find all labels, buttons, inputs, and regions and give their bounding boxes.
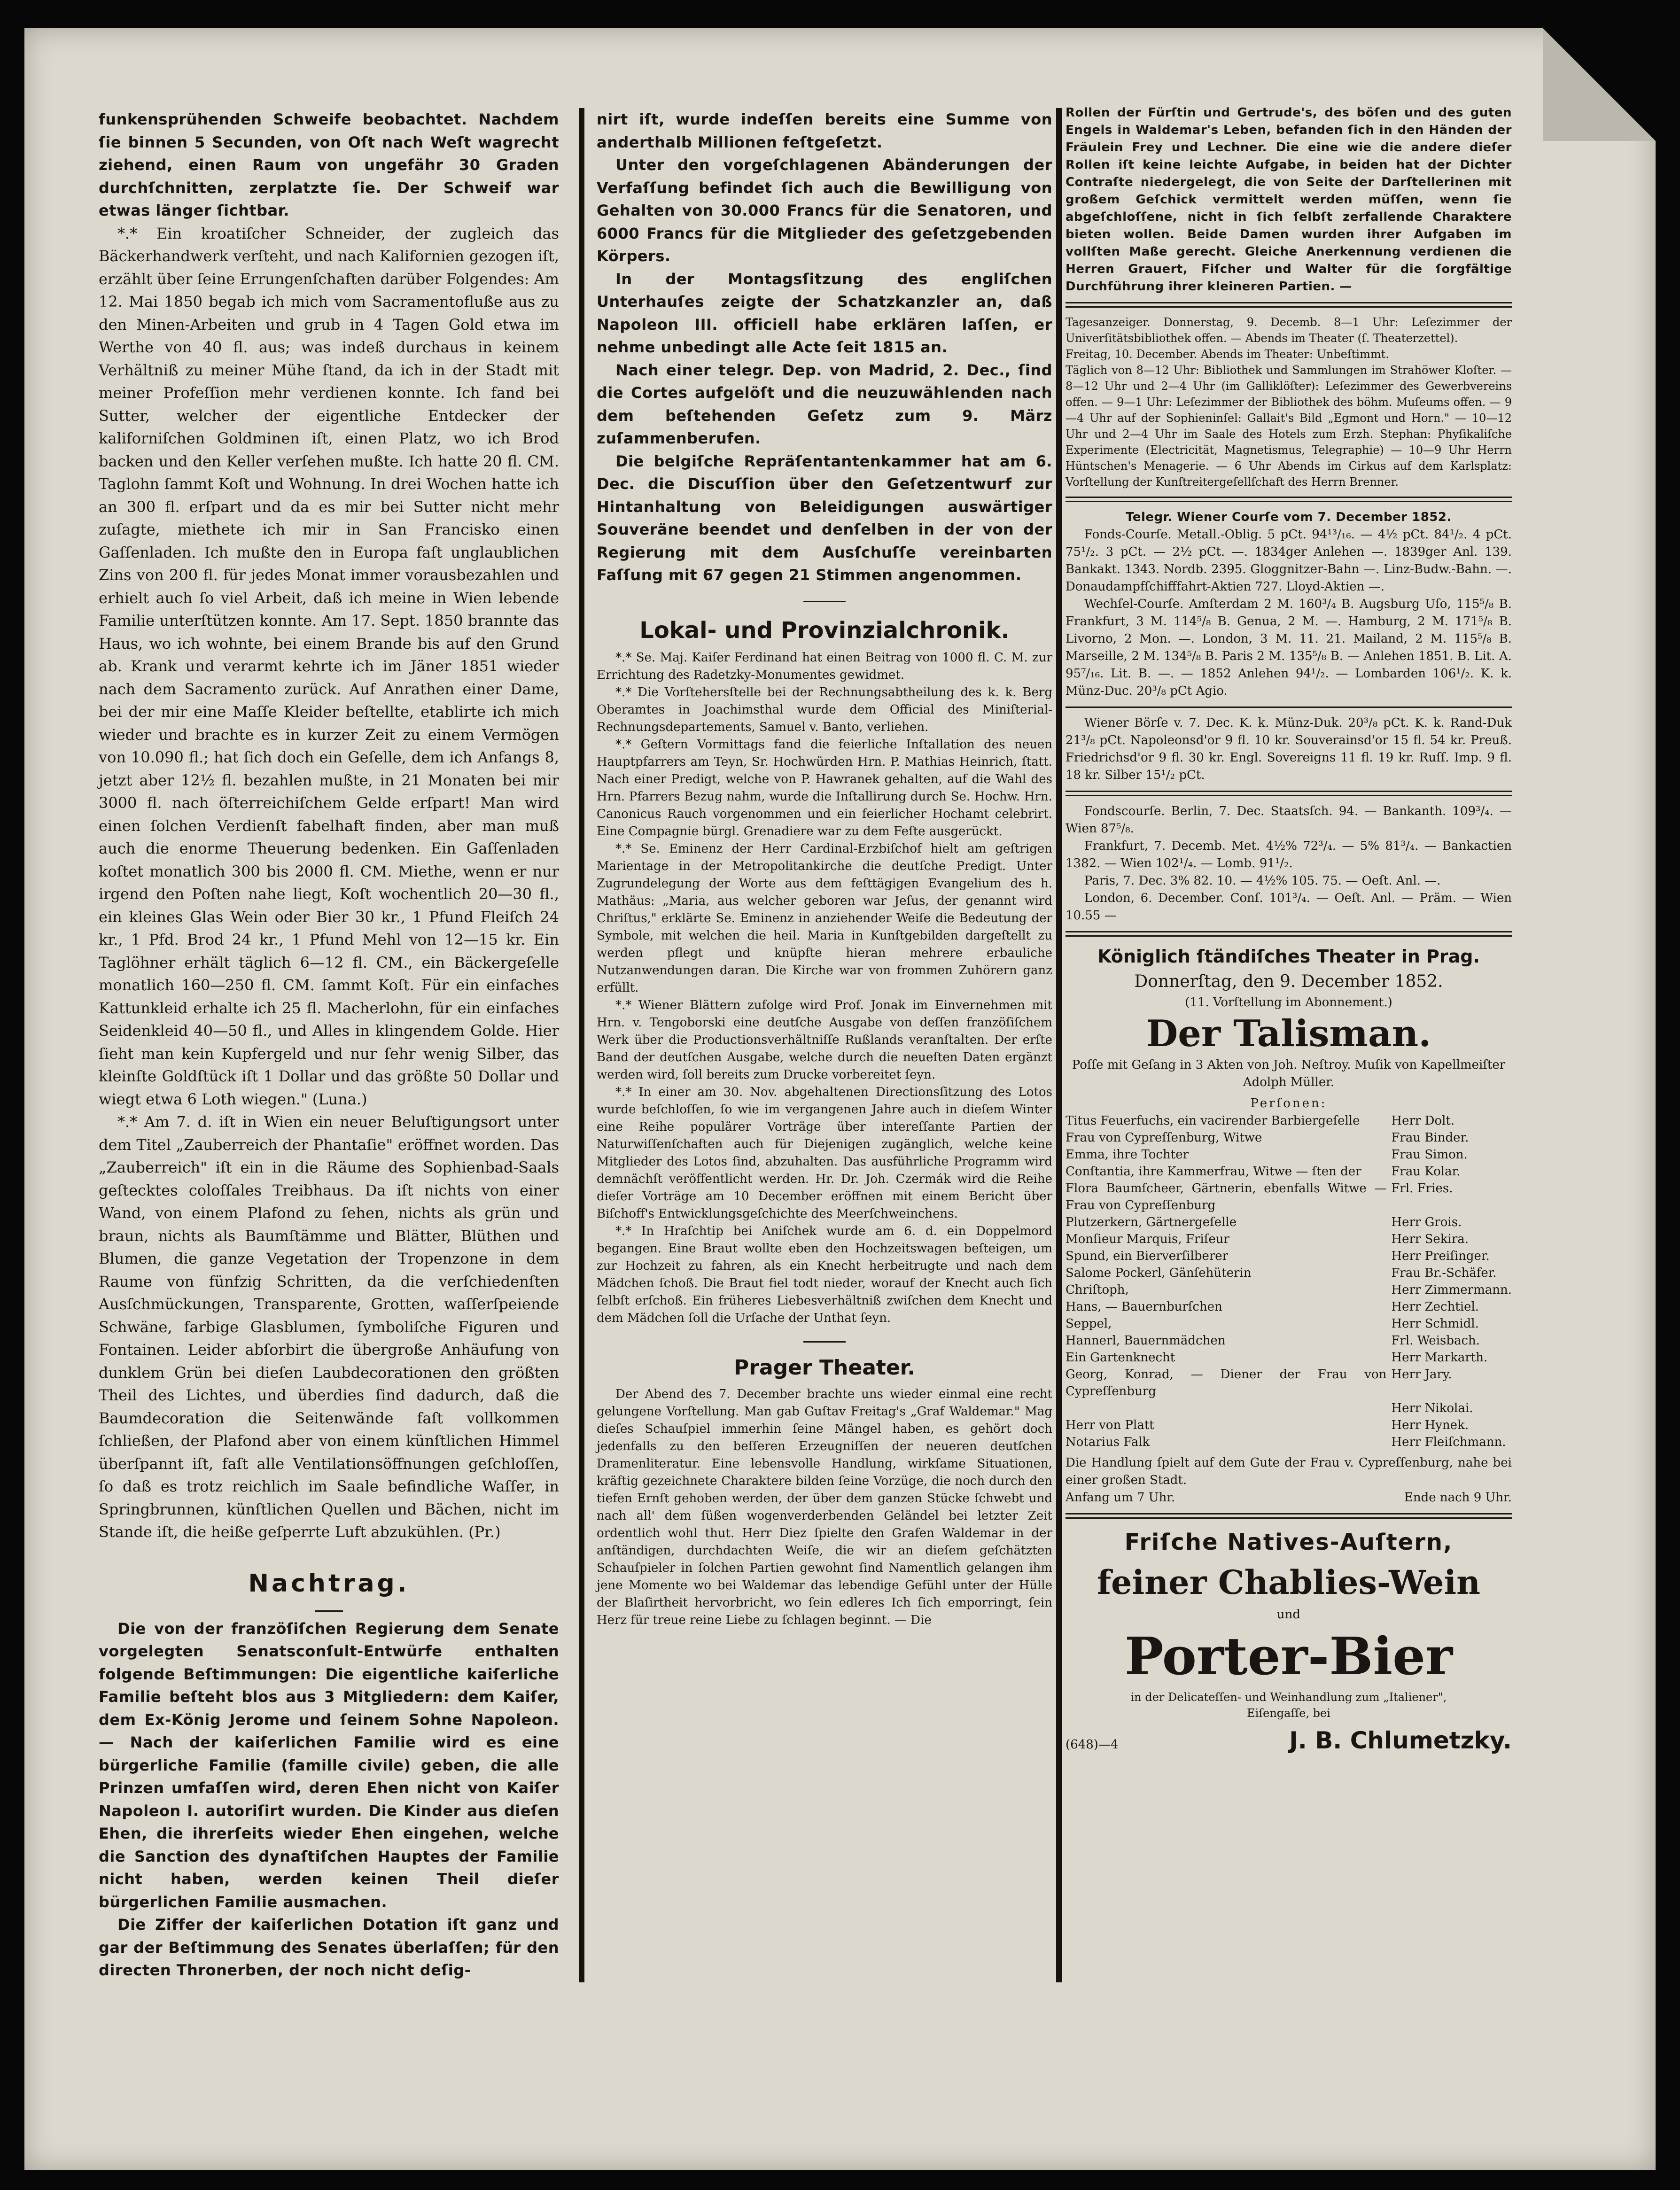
cast-row xyxy=(1066,1112,1512,1129)
rule xyxy=(1066,707,1512,708)
cast-actor: Frau Binder. xyxy=(1391,1131,1469,1145)
play-subtitle: Poſſe mit Geſang in 3 Akten von Joh. Neſtroy. Muſik von Kapellmeiſter Adolph Müller. xyxy=(1072,1058,1506,1089)
paragraph: *.* Ein kroatiſcher Schneider, der zugleich das Bäckerhandwerk verſteht, und nach Kalifornien gezogen iſt, erzählt über ſeine Errungenſchaften darüber Folgendes: Am 12. Mai 1850 begab ich mich vom Sacramentofluße aus zu den Minen-Arbeiten und grub in 4 Tagen Gold etwa im Werthe von 40 fl. aus; was indeß durchaus in keinem Verhältniß zu meiner Mühe ſtand, da ich in der Stadt mit meiner Profeſſion mehr verdienen konnte. Ich fand bei Sutter, welcher der eigentliche Entdecker der kaliforniſchen Goldminen iſt, einen Platz, wo ich Brod backen und den Keller verſehen mußte. Ich hatte 20 fl. CM. Taglohn ſammt Koſt und Wohnung. In drei Wochen hatte ich an 300 fl. erſpart und da es mir bei Sutter nicht mehr zuſagte, miethete ich mir in San Francisko einen Gaſſenladen. Ich mußte den in Europa faſt unglaublichen Zins von 200 fl. für jedes Monat immer vorausbezahlen und erhielt auch ſo viel Arbeit, daß ich meine in Wien lebende Familie unterſtützen konnte. Am 17. Sept. 1850 brannte das Haus, wo ich wohnte, bei einem Brande bis auf den Grund ab. Krank und verarmt kehrte ich im Jäner 1851 wieder nach dem Sacramento zurück. Auf Anrathen einer Dame, bei der mir eine Maſſe Kleider beſtellte, etablirte ich mich wieder und brachte es in kurzer Zeit zu einem Vermögen von 10.090 fl.; hat ſich doch ein Geſelle, dem ich Anfangs 8, jetzt aber 12½ fl. bezahlen mußte, in 21 Monaten bei mir 3000 fl. nach öſterreichiſchem Gelde erſpart! Man wird einen ſolchen Verdienſt fabelhaft finden, aber man muß auch die enorme Theuerung bedenken. Ein Gaſſenladen koſtet monatlich 300 bis 2000 fl. CM. Miethe, wenn er nur irgend den Poſten nahe liegt, Koſt wochentlich 20—30 fl., ein kleines Glas Wein oder Bier 30 kr., 1 Pfund Fleiſch 24 kr., 1 Pfd. Brod 24 kr., 1 Pfund Mehl von 12—15 kr. Ein Taglöhner erhält täglich 6—12 fl. CM., ein Bäckergeſelle monatlich 160—250 fl. CM. ſammt Koſt. Für ein einfaches Kattunkleid erhalte ich 25 fl. Macherlohn, für ein einfaches Seidenkleid 40—50 fl., und Alles in klingendem Golde. Hier ſieht man kein Kupfergeld und nur ſehr wenig Silber, das kleinſte Goldſtück iſt 1 Dollar und das größte 50 Dollar und wiegt etwa 6 Loth wiegen." (Luna.) xyxy=(99,224,559,1108)
exchange-rates: Frankfurt, 7. Decemb. Met. 4½% 72³/₄. — 5% 81³/₄. — Bankactien 1382. — Wien 102¹/₄. — Lomb. 91¹/₂. xyxy=(1066,839,1512,870)
play-title: Der Talisman. xyxy=(1146,1012,1431,1055)
column-middle xyxy=(597,108,1052,1629)
cast-row xyxy=(1066,1163,1512,1180)
paragraph: nirt iſt, wurde indeſſen bereits eine Summe von anderthalb Millionen feſtgeſetzt. xyxy=(597,110,1052,151)
cast-heading: Perſonen: xyxy=(1250,1096,1327,1111)
cast-actor: Frl. Fries. xyxy=(1391,1181,1453,1196)
cast-role: Ein Gartenknecht xyxy=(1066,1351,1175,1365)
theater-performance: (11. Vorſtellung im Abonnement.) xyxy=(1185,995,1392,1010)
column-left xyxy=(99,108,559,1982)
cast-row xyxy=(1066,1366,1512,1400)
cast-actor: Herr Schmidl. xyxy=(1391,1317,1479,1331)
cast-role: Seppel, xyxy=(1066,1317,1112,1331)
cast-actor: Herr Dolt. xyxy=(1391,1114,1455,1128)
news-item: *.* Se. Maj. Kaiſer Ferdinand hat einen Beitrag von 1000 fl. C. M. zur Errichtung des Radetzky-Monumentes gewidmet. xyxy=(597,650,1052,682)
paragraph: Die Ziffer der kaiſerlichen Dotation iſt ganz und gar der Beſtimmung des Senates überlaſſen; für den directen Thronerben, der noch nicht deſig- xyxy=(99,1916,559,1979)
divider xyxy=(803,601,846,602)
ad-line: Eiſengaſſe, bei xyxy=(1247,1707,1330,1720)
paragraph: In der Montagsſitzung des engliſchen Unterhauſes zeigte der Schatzkanzler an, daß Napoleon III. officiell habe erklären laſſen, er nehme unbedingt alle Acte ſeit 1815 an. xyxy=(597,270,1052,356)
news-item: *.* In Hraſchtip bei Aniſchek wurde am 6. d. ein Doppelmord begangen. Eine Braut wollte eben den Hochzeitswagen beſteigen, um zur Hochzeit zu fahren, als ein Knecht herbeitrugte und nach dem Mädchen ſchoß. Die Braut fiel todt nieder, worauf der Knecht auch ſich ſelbſt erſchoß. Ein früheres Liebesverhältniß zwiſchen dem Knecht und dem Mädchen ſoll die Urſache der Unthat ſeyn. xyxy=(597,1224,1052,1325)
daily-notice: Tagesanzeiger. Donnerstag, 9. Decemb. 8—1 Uhr: Leſezimmer der Univerſitätsbibliothek offen. — Abends im Theater (ſ. Theaterzettel). xyxy=(1066,316,1512,345)
cast-row xyxy=(1066,1248,1512,1265)
cast-role: Titus Feuerfuchs, ein vacirender Barbiergeſelle xyxy=(1066,1114,1360,1128)
ad-line: Porter-Bier xyxy=(1124,1626,1453,1686)
cast-actor: Frau Br.-Schäfer. xyxy=(1391,1266,1497,1280)
news-item: *.* Se. Eminenz der Herr Cardinal-Erzbiſchof hielt am geſtrigen Marientage in der Metropolitankirche die deutſche Predigt. Unter Zugrundelegung der Worte aus dem feſttägigen Evangelium des h. Mathäus: „Maria, aus welcher geboren war Jeſus, der genannt wird Chriſtus," erklärte Se. Eminenz in anziehender Weiſe die Bedeutung der Symbole, mit welchen die heil. Maria in Kunſtgebilden dargeſtellt zu werden pflegt und knüpfte hieran mehrere erbauliche Nutzanwendungen daran. Die Kirche war von frommen Zuhörern ganz erfüllt. xyxy=(597,841,1052,995)
exchange-rates: Paris, 7. Dec. 3% 82. 10. — 4½% 105. 75. — Oeſt. Anl. —. xyxy=(1084,874,1441,888)
ad-line: feiner Chablies-Wein xyxy=(1097,1563,1481,1602)
paragraph: Nach einer telegr. Dep. von Madrid, 2. Dec., ſind die Cortes aufgelöſt und die neuzuwählenden nach dem beſtehenden Geſetz zum 9. März zuſammenberufen. xyxy=(597,361,1052,447)
cast-row xyxy=(1066,1265,1512,1281)
cast-actor: Frau Simon. xyxy=(1391,1148,1468,1162)
cast-row xyxy=(1066,1281,1512,1298)
cast-role: Monſieur Marquis, Friſeur xyxy=(1066,1232,1229,1246)
news-item: *.* Die Vorſtehersſtelle bei der Rechnungsabtheilung des k. k. Berg Oberamtes in Joachimsthal wurde dem Official des Miniſterial-Rechnungsdepartements, Samuel v. Banto, verliehen. xyxy=(597,685,1052,734)
cast-actor: Frl. Weisbach. xyxy=(1391,1334,1480,1348)
cast-actor: Herr Markarth. xyxy=(1391,1351,1488,1365)
cast-actor: Herr Hynek. xyxy=(1391,1418,1469,1432)
column-rule-right xyxy=(1056,108,1062,1982)
setting-note: Die Handlung ſpielt auf dem Gute der Frau v. Cypreſſenburg, nahe bei einer großen Stadt. xyxy=(1066,1456,1512,1487)
exchange-rates: London, 6. December. Conſ. 101³/₄. — Oeſt. Anl. — Präm. — Wien 10.55 — xyxy=(1066,891,1512,923)
exchange-rates: Wiener Börſe v. 7. Dec. K. k. Münz-Duk. 20³/₈ pCt. K. k. Rand-Duk 21³/₈ pCt. Napoleonsd'or 9 fl. 10 kr. Souverainsd'or 15 fl. 54 kr. Preuß. Friedrichsd'or 9 fl. 30 kr. Engl. Sovereigns 11 fl. 19 kr. Ruſſ. Imp. 9 fl. 18 kr. Silber 15¹/₂ pCt. xyxy=(1066,716,1512,782)
cast-row xyxy=(1066,1214,1512,1231)
exchange-rates: Wechſel-Courſe. Amſterdam 2 M. 160³/₄ B. Augsburg Uſo, 115⁵/₈ B. Frankfurt, 3 M. 114⁵/₈ B. Genua, 2 M. —. Hamburg, 2 M. 171⁵/₈ B. Livorno, 2 Mon. —. London, 3 M. 11. 21. Mailand, 2 M. 115⁵/₈ B. Marseille, 2 M. 134⁵/₈ B. Paris 2 M. 135⁵/₈ B. — Anlehen 1851. B. Lit. A. 95⁷/₁₆. Lit. B. —. — 1852 Anlehen 94¹/₂. — Lombarden 106¹/₂. K. k. Münz-Duc. 20³/₈ pCt Agio. xyxy=(1066,597,1512,698)
cast-role: Spund, ein Bierverſilberer xyxy=(1066,1249,1229,1263)
news-item: *.* In einer am 30. Nov. abgehaltenen Directionsſitzung des Lotos wurde beſchloſſen, ſo wie im vergangenen Jahre auch in dieſem Winter eine Reihe populärer Vorträge über intereſſante Partien der Naturwiſſenſchaften auch für Diejenigen zugänglich, welche keine Mitglieder des Lotos ſind, abzuhalten. Das ausführliche Programm wird demnächſt veröffentlicht werden. Hr. Dr. Joh. Czermák wird die Reihe dieſer Vorträge am 10 December eröffnen mit einem Bericht über Biſchoff's Entwicklungsgeſchichte des Meerſchweinchens. xyxy=(597,1085,1052,1221)
cast-actor: Herr Jary. xyxy=(1391,1367,1452,1382)
double-rule xyxy=(1066,302,1512,308)
ad-footer xyxy=(1066,1724,1512,1757)
news-item: *.* Wiener Blättern zufolge wird Prof. Jonak im Einvernehmen mit Hrn. v. Tengoborski eine deutſche Ausgabe von deſſen franzöſiſchem Werk über die Productionsverhältniſſe Rußlands veranſtalten. Der erſte Band der deutſchen Ausgabe, welche durch die neueſten Daten ergänzt werden wird, ſoll bereits zum Drucke vorbereitet ſeyn. xyxy=(597,998,1052,1082)
paragraph: Unter den vorgeſchlagenen Abänderungen der Verfaſſung befindet ſich auch die Bewilligung von Gehalten von 30.000 Francs für die Senatoren, und 6000 Francs für die Mitglieder des geſetzgebenden Körpers. xyxy=(597,156,1052,265)
cast-actor: Herr Grois. xyxy=(1391,1215,1462,1229)
cast-role: Georg, Konrad, — Diener der Frau von Cypreſſenburg xyxy=(1066,1367,1387,1398)
cast-role: Hannerl, Bauernmädchen xyxy=(1066,1334,1226,1348)
ad-merchant: J. B. Chlumetzky. xyxy=(1289,1727,1512,1754)
divider xyxy=(315,1610,343,1612)
cast-actor: Herr Preiſinger. xyxy=(1391,1249,1490,1263)
column-right xyxy=(1066,104,1512,1757)
daily-notice: Täglich von 8—12 Uhr: Bibliothek und Sammlungen im Strahöwer Kloſter. — 8—12 Uhr und 2—4 Uhr (im Galliklöſter): Leſezimmer des Gewerbvereins offen. — 9—1 Uhr: Leſezimmer der Bibliothek des böhm. Muſeums offen. — 9—4 Uhr auf der Sophieninſel: Gallait's Bild „Egmont und Horn." — 10—12 Uhr und 2—4 Uhr im Saale des Hotels zum Erzh. Stephan: Phyſikaliſche Experimente (Electricität, Magnetismus, Telegraphie) — 10—9 Uhr Herrn Hüntschen's Menagerie. — 6 Uhr Abends im Cirkus auf dem Karlsplatz: Vorſtellung der Kunſtreitergeſellſchaft des Herrn Brenner. xyxy=(1066,364,1512,489)
cast-row xyxy=(1066,1349,1512,1366)
cast-role: Frau von Cypreſſenburg, Witwe xyxy=(1066,1131,1262,1145)
column-rule-left xyxy=(579,108,584,1982)
exchange-heading: Telegr. Wiener Courſe vom 7. December 1852. xyxy=(1126,510,1452,524)
cast-row xyxy=(1066,1400,1512,1417)
time-row xyxy=(1066,1489,1512,1507)
cast-actor: Herr Nikolai. xyxy=(1391,1401,1473,1415)
paragraph: *.* Am 7. d. iſt in Wien ein neuer Beluſtigungsort unter dem Titel „Zauberreich der Phantaſie" eröffnet worden. Das „Zauberreich" iſt ein in die Räume des Sophienbad-Saals geſtecktes coloſſales Treibhaus. Da iſt nichts von einer Wand, von einem Plafond zu ſehen, nichts als grün und braun, nichts als Baumſtämme und Blätter, Blüthen und Blumen, die ganze Vegetation der Tropenzone in dem Raume von fünfzig Schritten, da die verſchiedenſten Ausſchmückungen, Transparente, Grotten, waſſerſpeiende Schwäne, farbige Glasblumen, ſymboliſche Figuren und Fontainen. Leider abſorbirt die übergroße Anhäufung von dunklem Grün bei dieſen Laubdecorationen den größten Theil des Lichtes, und überdies ſind dadurch, daß die Baumdecoration die Seitenwände faſt vollkommen ſchließen, der Plafond aber von einem künſtlichen Himmel überſpannt iſt, faſt alle Ventilationsöffnungen geſchloſſen, ſo daß es trotz reichlich im Saale befindliche Waſſer, in Springbrunnen, künſtlichen Quellen und Bächen, nicht im Stande iſt, die heiße geſperrte Luft abzukühlen. (Pr.) xyxy=(99,1113,559,1541)
advertisement xyxy=(1066,1525,1512,1757)
end-time: Ende nach 9 Uhr. xyxy=(1404,1491,1512,1505)
cast-row xyxy=(1066,1231,1512,1248)
cast-role: Conſtantia, ihre Kammerfrau, Witwe — ſten der xyxy=(1066,1165,1361,1179)
double-rule xyxy=(1066,791,1512,796)
section-heading: Prager Theater. xyxy=(734,1355,915,1380)
daily-notice: Freitag, 10. December. Abends im Theater: Unbeſtimmt. xyxy=(1066,348,1389,361)
ad-code: (648)—4 xyxy=(1066,1738,1119,1752)
cast-role: Plutzerkern, Gärtnergeſelle xyxy=(1066,1215,1237,1229)
cast-row xyxy=(1066,1180,1512,1214)
cast-role: Hans, — Bauernburſchen xyxy=(1066,1300,1222,1314)
ad-line: in der Delicateſſen- und Weinhandlung zum „Italiener", xyxy=(1130,1691,1447,1704)
cast-actor: Herr Zimmermann. xyxy=(1391,1283,1512,1297)
news-item: *.* Geſtern Vormittags fand die feierliche Inſtallation des neuen Hauptpfarrers am Teyn, Sr. Hochwürden Hrn. P. Mathias Heinrich, ſtatt. Nach einer Predigt, welche von P. Hawranek gehalten, auf die Wahl des Hrn. Pfarrers Bezug nahm, wurde die Inſtallirung durch Se. Hochw. Hrn. Canonicus Rauch vorgenommen und ein feierlicher Hochamt celebrirt. Eine Compagnie bürgl. Grenadiere war zu dem Feſte ausgerückt. xyxy=(597,737,1052,839)
cast-role: Flora Baumſcheer, Gärtnerin, ebenfalls Witwe — Frau von Cypreſſenburg xyxy=(1066,1181,1387,1212)
cast-actor: Herr Zechtiel. xyxy=(1391,1300,1479,1314)
cast-row xyxy=(1066,1417,1512,1434)
cast-actor: Herr Sekira. xyxy=(1391,1232,1469,1246)
ad-line: und xyxy=(1276,1608,1301,1622)
cast-row xyxy=(1066,1315,1512,1332)
exchange-rates: Fondscourſe. Berlin, 7. Dec. Staatsſch. 94. — Bankanth. 109³/₄. — Wien 87⁵/₈. xyxy=(1066,804,1512,836)
cast-role: Salome Pockerl, Gänſehüterin xyxy=(1066,1266,1252,1280)
paragraph: Rollen der Fürſtin und Gertrude's, des böſen und des guten Engels in Waldemar's Leben, befanden ſich in den Händen der Fräulein Frey und Lechner. Die eine wie die andere dieſer Rollen iſt keine leichte Aufgabe, in beiden hat der Dichter Contraſte niedergelegt, die von Seite der Darſtellerinen mit großem Geſchick vermittelt werden müſſen, wenn ſie abgeſchloſſene, nicht in ſich ſelbſt zerfallende Charaktere bieten wollen. Beide Damen wurden ihrer Aufgaben im vollſten Maße gerecht. Gleiche Anerkennung verdienen die Herren Grauert, Fiſcher und Walter für die ſorgfältige Durchführung ihrer kleineren Partien. — xyxy=(1066,106,1512,294)
paragraph: funkensprühenden Schweife beobachtet. Nachdem ſie binnen 5 Secunden, von Oſt nach Weſt wagrecht ziehend, einen Raum von ungefähr 30 Graden durchſchnitten, zerplatzte ſie. Der Schweif war etwas länger ſichtbar. xyxy=(99,110,559,219)
start-time: Anfang um 7 Uhr. xyxy=(1066,1491,1175,1505)
cast-actor: Herr Fleiſchmann. xyxy=(1391,1435,1506,1449)
cast-row xyxy=(1066,1332,1512,1349)
double-rule xyxy=(1066,497,1512,502)
section-heading: Lokal- und Provinzialchronik. xyxy=(639,617,1010,644)
paragraph: Die von der franzöſiſchen Regierung dem Senate vorgelegten Senatsconſult-Entwürfe enthalten folgende Beſtimmungen: Die eigentliche kaiſerliche Familie beſteht blos aus 3 Mitgliedern: dem Kaiſer, dem Ex-König Jerome und ſeinem Sohne Napoleon. — Nach der kaiſerlichen Familie wird es eine bürgerliche Familie (famille civile) geben, die alle Prinzen umfaſſen wird, deren Ehen nicht von Kaiſer Napoleon I. autoriſirt wurden. Die Kinder aus dieſen Ehen, die ihrerſeits wieder Ehen eingehen, welche die Sanction des dynaſtiſchen Hauptes der Familie nicht haben, werden keinen Theil dieſer bürgerlichen Familie ausmachen. xyxy=(99,1619,559,1911)
cast-role: Notarius Falk xyxy=(1066,1435,1150,1449)
cast-role: Chriſtoph, xyxy=(1066,1283,1129,1297)
exchange-rates: Fonds-Courſe. Metall.-Oblig. 5 pCt. 94¹³/₁₆. — 4½ pCt. 84¹/₂. 4 pCt. 75¹/₂. 3 pCt. — 2½ pCt. —. 1834ger Anlehen —. 1839ger Anl. 139. Bankakt. 1343. Nordb. 2395. Gloggnitzer-Bahn —. Linz-Budw.-Bahn. —. Donaudampfſchifffahrt-Aktien 727. Lloyd-Aktien —. xyxy=(1066,528,1512,594)
theater-title: Königlich ſtändiſches Theater in Prag. xyxy=(1097,946,1480,967)
cast-row xyxy=(1066,1298,1512,1315)
cast-row xyxy=(1066,1434,1512,1451)
double-rule xyxy=(1066,1513,1512,1519)
folded-corner xyxy=(1543,28,1656,141)
cast-row xyxy=(1066,1146,1512,1163)
cast-role: Herr von Platt xyxy=(1066,1418,1154,1432)
cast-role xyxy=(1066,1400,1386,1417)
theater-date: Donnerſtag, den 9. December 1852. xyxy=(1134,972,1443,991)
ad-line: Friſche Natives-Auſtern, xyxy=(1124,1529,1453,1555)
cast-list xyxy=(1066,1112,1512,1451)
cast-row xyxy=(1066,1129,1512,1146)
paragraph: Der Abend des 7. December brachte uns wieder einmal eine recht gelungene Vorſtellung. Man gab Guſtav Freitag's „Graf Waldemar." Mag dieſes Schauſpiel immerhin ſeine Mängel haben, es gehört doch jedenfalls zu den beſſeren Erzeugniſſen der neueren deutſchen Dramenliteratur. Eine lebensvolle Handlung, wirkſame Situationen, kräftig gezeichnete Charaktere bilden ſeine Vorzüge, die noch durch den tiefen Ernſt gehoben werden, der über dem ganzen Stücke ſchwebt und nach all' dem ſüßen wogenverderbenden Geländel bei letzter Zeit ordentlich wohl thut. Herr Diez ſpielte den Grafen Waldemar in der anſtändigen, durchdachten Weiſe, die wir an dieſem geſchätzten Schauſpieler in ſolchen Partien gewohnt ſind Namentlich gelangen ihm jene Momente wo bei Waldemar das lebendige Gefühl unter der Hülle der Blaſirtheit hervorbricht, wo ſein edleres Ich ſich emporringt, ſein Herz für treue reine Liebe zu ſchlagen beginnt. — Die xyxy=(597,1387,1052,1627)
double-rule xyxy=(1066,931,1512,937)
section-heading: Nachtrag. xyxy=(248,1569,410,1598)
divider xyxy=(803,1341,846,1343)
cast-actor: Frau Kolar. xyxy=(1391,1165,1461,1179)
cast-role: Emma, ihre Tochter xyxy=(1066,1148,1189,1162)
paragraph: Die belgiſche Repräſentantenkammer hat am 6. Dec. die Discuſſion über den Geſetzentwurf zur Hintanhaltung von Beleidigungen auswärtiger Souveräne beendet und denſelben in der von der Regierung mit dem Ausſchuſſe vereinbarten Faſſung mit 67 gegen 21 Stimmen angenommen. xyxy=(597,452,1052,584)
